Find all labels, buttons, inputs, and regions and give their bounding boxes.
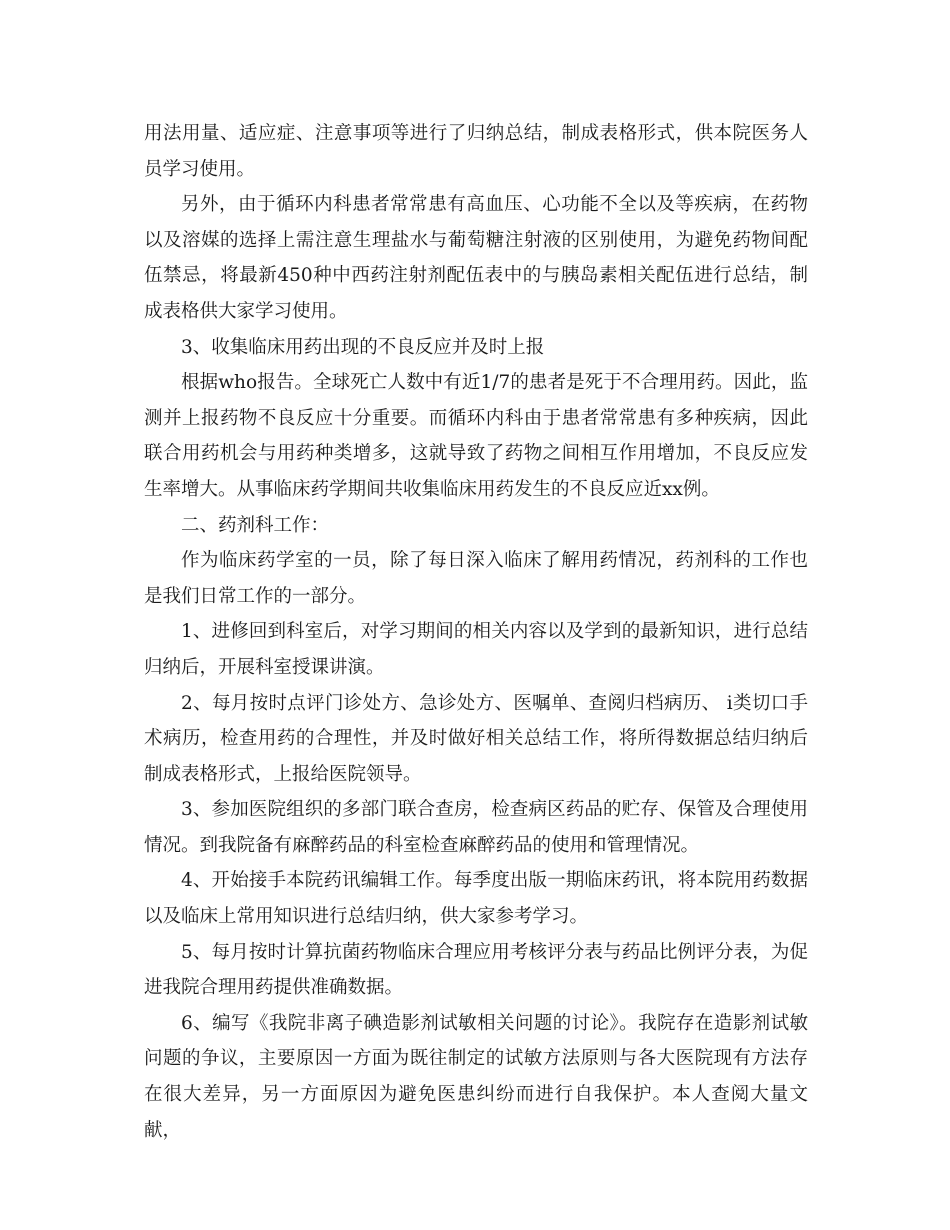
list-item-3: 3、参加医院组织的多部门联合查房，检查病区药品的贮存、保管及合理使用情况。到我院备有麻醉药品的科室检查麻醉药品的使用和管理情况。 <box>144 799 808 856</box>
paragraph-compatibility: 另外，由于循环内科患者常常患有高血压、心功能不全以及等疾病，在药物以及溶媒的选择上需注意生理盐水与葡萄糖注射液的区别使用，为避免药物间配伍禁忌，将最新450种中西药注射剂配伍表中的与胰岛素相关配伍进行总结，制成表格供大家学习使用。 <box>144 194 808 322</box>
paragraph-usage-summary: 用法用量、适应症、注意事项等进行了归纳总结，制成表格形式，供本院医务人员学习使用。 <box>144 123 808 180</box>
list-item-2: 2、每月按时点评门诊处方、急诊处方、医嘱单、查阅归档病历、 i类切口手术病历，检查用药的合理性，并及时做好相关总结工作，将所得数据总结归纳后制成表格形式，上报给医院领导。 <box>144 692 808 785</box>
list-item-6: 6、编写《我院非离子碘造影剂试敏相关问题的讨论》。我院存在造影剂试敏问题的争议，主要原因一方面为既往制定的试敏方法原则与各大医院现有方法存在很大差异，另一方面原因为避免医患纠纷而进行自我保护。本人查阅大量文献， <box>144 1012 808 1141</box>
paragraph-who-report: 根据who报告。全球死亡人数中有近1/7的患者是死于不合理用药。因此，监测并上报药物不良反应十分重要。而循环内科由于患者常常患有多种疾病，因此联合用药机会与用药种类增多，这就导致了药物之间相互作用增加，不良反应发生率增大。从事临床药学期间共收集临床用药发生的不良反应近xx例。 <box>144 372 808 500</box>
list-item-5: 5、每月按时计算抗菌药物临床合理应用考核评分表与药品比例评分表，为促进我院合理用药提供准确数据。 <box>144 941 808 999</box>
list-item-1: 1、进修回到科室后，对学习期间的相关内容以及学到的最新知识，进行总结归纳后，开展科室授课讲演。 <box>144 621 808 678</box>
document-body <box>144 116 808 1148</box>
heading-pharmacy-work: 二、药剂科工作： <box>181 514 330 536</box>
heading-adverse-reactions: 3、收集临床用药出现的不良反应并及时上报 <box>181 336 545 358</box>
paragraph-pharmacy-intro: 作为临床药学室的一员，除了每日深入临床了解用药情况，药剂科的工作也是我们日常工作的一部分。 <box>144 550 808 607</box>
list-item-4: 4、开始接手本院药讯编辑工作。每季度出版一期临床药讯，将本院用药数据以及临床上常用知识进行总结归纳，供大家参考学习。 <box>144 870 808 928</box>
